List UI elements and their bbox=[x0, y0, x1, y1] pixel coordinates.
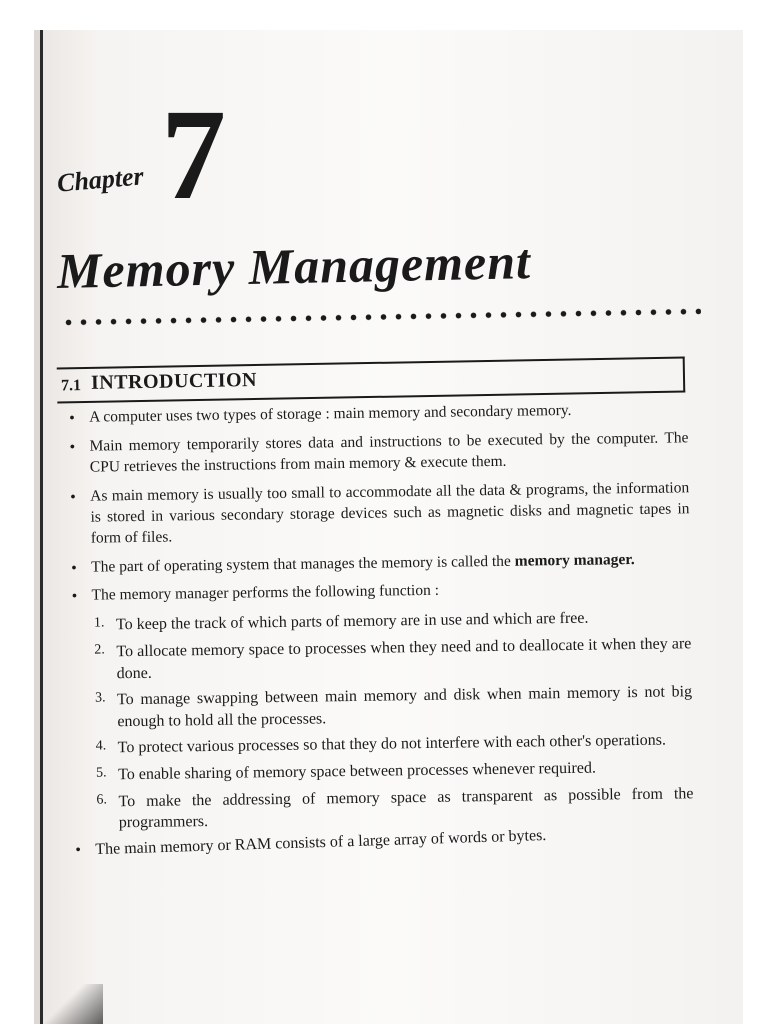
chapter-number: 7 bbox=[161, 83, 226, 227]
bullet-text: Main memory temporarily stores data and instructions to be executed by the computer. The CPU retrieves the instructions from main memory & execute them. bbox=[89, 429, 689, 476]
dotted-divider bbox=[61, 306, 701, 327]
section-number: 7.1 bbox=[60, 377, 82, 395]
bullet-item bbox=[63, 428, 689, 479]
function-number: 1. bbox=[93, 615, 105, 631]
bullet-text: The part of operating system that manages the memory is called the bbox=[91, 552, 515, 576]
function-number: 4. bbox=[95, 738, 107, 754]
function-item bbox=[67, 681, 693, 733]
section-content bbox=[63, 399, 694, 869]
function-item bbox=[66, 633, 692, 685]
section-heading-box bbox=[57, 357, 686, 404]
function-number: 6. bbox=[96, 791, 108, 808]
bold-term: memory manager. bbox=[514, 550, 635, 570]
function-text: To keep the track of which parts of memory are in use and which are free. bbox=[115, 610, 589, 634]
bullet-text: The memory manager performs the following function : bbox=[91, 582, 440, 605]
function-text: To manage swapping between main memory and disk when main memory is not big enough to hold all the processes. bbox=[116, 683, 693, 731]
function-number: 2. bbox=[94, 642, 105, 658]
function-text: To enable sharing of memory space between processes whenever required. bbox=[118, 759, 596, 784]
bullet-item bbox=[64, 478, 690, 549]
function-item bbox=[68, 756, 693, 786]
bullet-item bbox=[65, 578, 690, 608]
bullet-item bbox=[65, 549, 690, 579]
function-text: To make the addressing of memory space as transparent as possible from the programmers. bbox=[118, 784, 694, 832]
bullet-text: A computer uses two types of storage : main memory and secondary memory. bbox=[89, 401, 572, 426]
book-page bbox=[40, 30, 743, 1024]
bullet-item bbox=[63, 399, 688, 429]
function-item bbox=[68, 730, 693, 760]
function-number: 5. bbox=[95, 765, 107, 781]
function-number: 3. bbox=[94, 690, 106, 706]
function-text: To protect various processes so that they do not interfere with each other's operations. bbox=[117, 731, 667, 757]
bullet-text: The main memory or RAM consists of a large array of words or bytes. bbox=[95, 826, 547, 858]
chapter-label: Chapter bbox=[55, 161, 145, 198]
chapter-title: Memory Management bbox=[56, 233, 532, 299]
function-text: To allocate memory space to processes when they need and to deallocate it when they are done. bbox=[116, 635, 692, 682]
function-item bbox=[66, 607, 691, 637]
section-title: INTRODUCTION bbox=[90, 368, 258, 394]
bullet-text: As main memory is usually too small to accommodate all the data & programs, the information is stored in various secondary storage devices such as magnetic disks and magnetic tapes in form of files. bbox=[90, 479, 690, 547]
